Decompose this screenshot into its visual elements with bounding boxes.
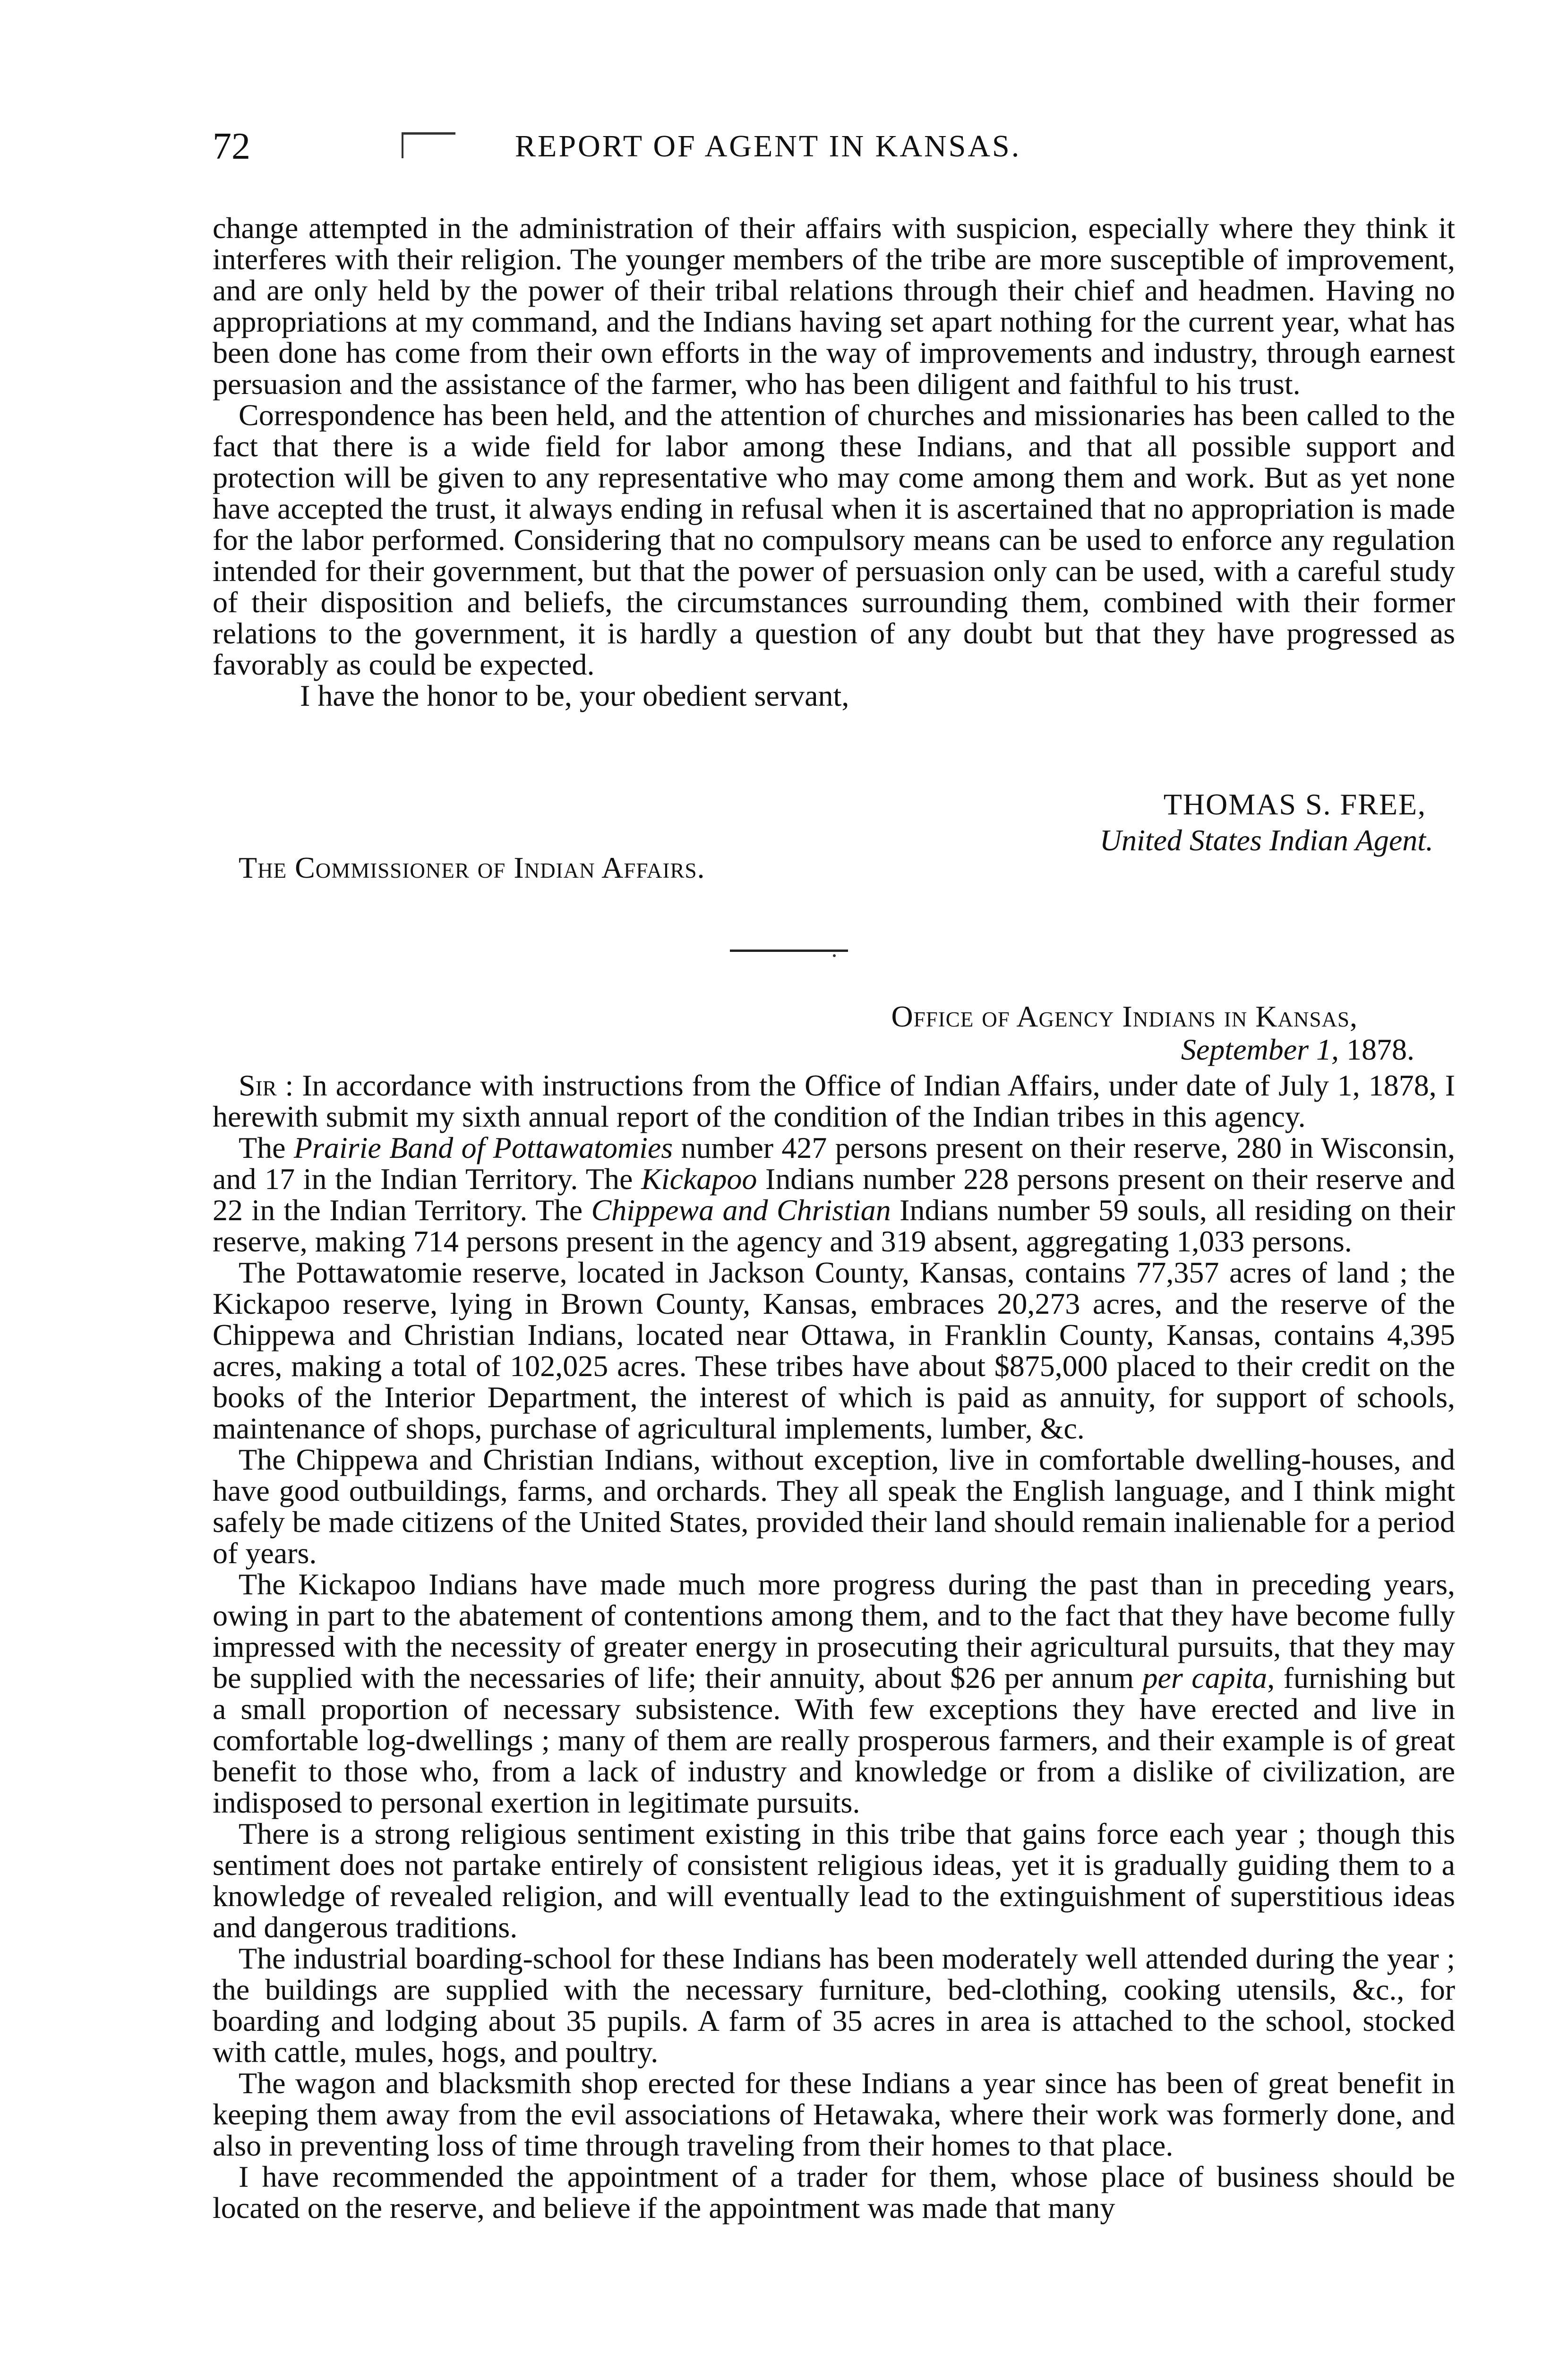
paragraph-4: The Chippewa and Christian Indians, without exception, live in comfortable dwelling-houses, and have good outbuildings, farms, and orchards. They all speak the English language, and I think might safely be made citizens of the United States, provided their land should remain inalienable for a period of years.: [213, 1443, 1455, 1570]
text-run: number 427 persons present on their reserve, 280 in Wisconsin, and 17 in the Indian Territory. The: [213, 1131, 1456, 1196]
letter-1-body: [213, 213, 1455, 711]
paragraph-8: The wagon and blacksmith shop erected for these Indians a year since has been of great benefit in keeping them away from the evil associations of Hetawaka, where their work was formerly done, and also in preventing loss of time through traveling from their homes to that place.: [213, 2066, 1455, 2162]
divider-dot: [833, 954, 836, 957]
tribe-name: Prairie Band of Pottawatomies: [293, 1131, 673, 1164]
text-run: , furnishing but a small proportion of necessary subsistence. With few exceptions they have erected and live in comfortable log-dwellings ; many of them are really prosperous farmers, and their example is of great benefit to those who, from a lack of industry and knowledge or from a dislike of civilization, are indisposed to personal exertion in legitimate pursuits.: [213, 1661, 1456, 1819]
signature-title: United States Indian Agent.: [1099, 823, 1433, 857]
text-run: The Kickapoo Indians have made much more progress during the past than in preceding years, owing in part to the abatement of contentions among them, and to the fact that they have become fully impressed with the necessity of greater energy in prosecuting their agricultural pursuits, that they may be supplied with the necessaries of life; their annuity, about $26 per annum: [213, 1567, 1455, 1694]
printer-mark: [402, 132, 455, 158]
page-number: 72: [213, 126, 250, 167]
addressee: The Commissioner of Indian Affairs.: [239, 851, 705, 884]
paragraph-1-text: In accordance with instructions from the Office of Indian Affairs, under date of July 1, 1878, I herewith submit my sixth annual report of the condition of the Indian tribes in this agency.: [213, 1069, 1456, 1133]
paragraph-5: [213, 1569, 1455, 1818]
date-year: 1878.: [1346, 1033, 1414, 1066]
running-head-text: REPORT OF AGENT IN KANSAS.: [515, 129, 1021, 163]
paragraph: Correspondence has been held, and the attention of churches and missionaries has been called to the fact that there is a wide field for labor among these Indians, and that all possible support and protection will be given to any representative who may come among them and work. But as yet none have accepted the trust, it always ending in refusal when it is ascertained that no appropriation is made for the labor performed. Considering that no compulsory means can be used to enforce any regulation intended for their government, but that the power of persuasion only can be used, with a careful study of their disposition and beliefs, the circumstances surrounding them, combined with their former relations to the government, it is hardly a question of any doubt but that they have progressed as favorably as could be expected.: [213, 398, 1455, 681]
paragraph: change attempted in the administration of their affairs with suspicion, especially where they think it interferes with their religion. The younger members of the tribe are more susceptible of improvement, and are only held by the power of their tribal relations through their chief and headmen. Having no appropriations at my command, and the Indians having set apart nothing for the current year, what has been done has come from their own efforts in the way of improvements and industry, through earnest persuasion and the assistance of the farmer, who has been diligent and faithful to his trust.: [213, 211, 1455, 401]
tribe-name: Kickapoo: [641, 1162, 757, 1196]
date-month-day: September 1,: [1181, 1033, 1339, 1066]
paragraph-9: I have recommended the appointment of a trader for them, whose place of business should be located on the reserve, and believe if the appointment was made that many: [213, 2160, 1455, 2225]
letter-2-body: [213, 1070, 1455, 2224]
salutation: Sir :: [239, 1069, 294, 1102]
closing-line: I have the honor to be, your obedient servant,: [300, 679, 849, 712]
text-run: Indians number 59 souls, all residing on their reserve, making 714 persons present in the agency and 319 absent, aggregating 1,033 persons.: [213, 1193, 1455, 1258]
text-run: Indians number 228 persons present on their reserve and 22 in the Indian Territory. The: [213, 1162, 1456, 1227]
italic-term: per capita: [1142, 1661, 1268, 1694]
tribe-name: Chippewa and Christian: [591, 1193, 891, 1227]
paragraph-2: [213, 1132, 1455, 1257]
signature-name: THOMAS S. FREE,: [1163, 787, 1426, 821]
text-run: The: [239, 1131, 294, 1164]
paragraph-7: The industrial boarding-school for these Indians has been moderately well attended during the year ; the buildings are supplied with the necessary furniture, bed-clothing, cooking utensils, &c., for boarding and lodging about 35 pupils. A farm of 35 acres in area is attached to the school, stocked with cattle, mules, hogs, and poultry.: [213, 1942, 1455, 2069]
office-heading: Office of Agency Indians in Kansas,: [891, 1000, 1358, 1033]
section-divider: [730, 950, 848, 952]
running-head: [515, 128, 1021, 164]
dateline: [1181, 1032, 1414, 1067]
paragraph-1: [213, 1070, 1455, 1132]
paragraph-6: There is a strong religious sentiment existing in this tribe that gains force each year ; though this sentiment does not partake entirely of consistent religious ideas, yet it is gradually guiding them to a knowledge of revealed religion, and will eventually lead to the extinguishment of superstitious ideas and dangerous traditions.: [213, 1817, 1455, 1944]
paragraph-3: The Pottawatomie reserve, located in Jackson County, Kansas, contains 77,357 acres of land ; the Kickapoo reserve, lying in Brown County, Kansas, embraces 20,273 acres, and the reserve of the Chippewa and Christian Indians, located near Ottawa, in Franklin County, Kansas, contains 4,395 acres, making a total of 102,025 acres. These tribes have about $875,000 placed to their credit on the books of the Interior Department, the interest of which is paid as annuity, for support of schools, maintenance of shops, purchase of agricultural implements, lumber, &c.: [213, 1256, 1455, 1445]
